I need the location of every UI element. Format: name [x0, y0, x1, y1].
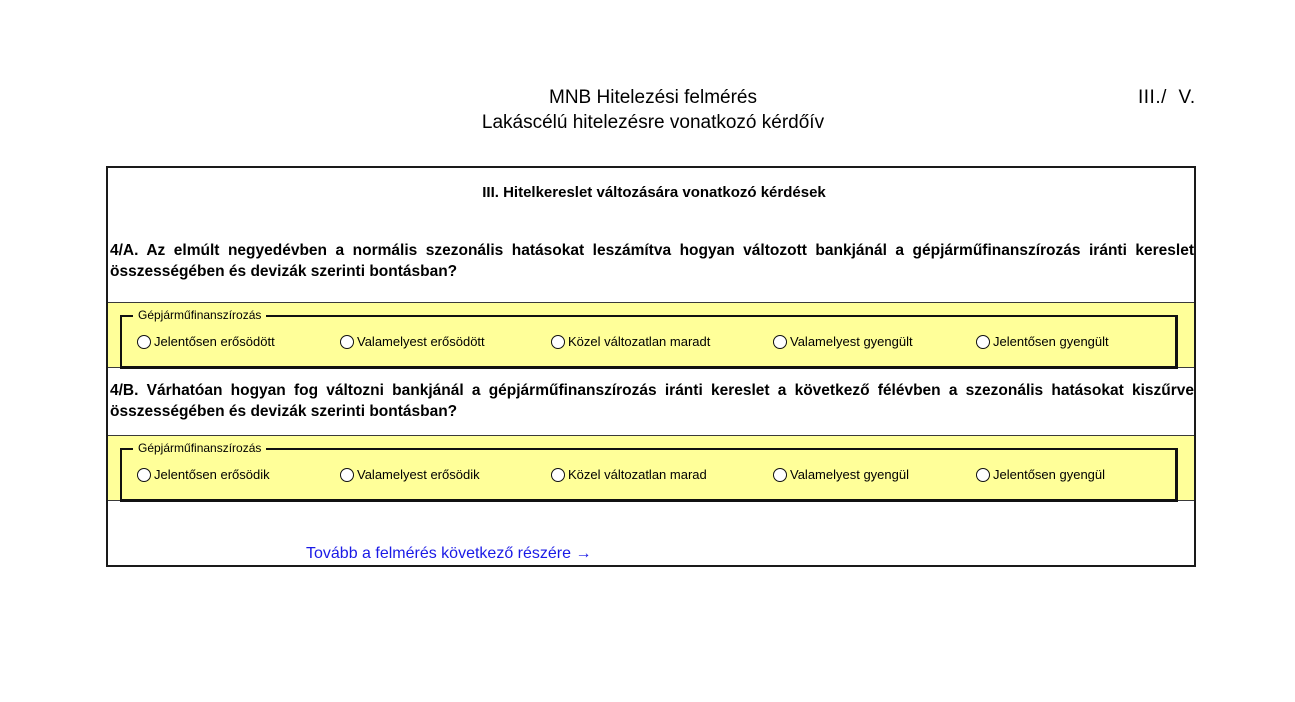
radio-button-icon[interactable] [340, 468, 354, 482]
option-label: Jelentősen gyengül [993, 467, 1106, 482]
radio-group-4a [120, 308, 1178, 369]
radio-button-icon[interactable] [773, 468, 787, 482]
radio-group-4a-label: Gépjárműfinanszírozás [133, 307, 266, 323]
option-label: Jelentősen erősödik [154, 467, 270, 482]
option-4a-strongly-strengthened[interactable] [137, 334, 275, 349]
option-4a-somewhat-weakened[interactable] [773, 334, 913, 349]
option-4b-somewhat-weaken[interactable] [773, 467, 909, 482]
option-label: Közel változatlan maradt [568, 334, 711, 349]
radio-button-icon[interactable] [976, 335, 990, 349]
question-4b-text: 4/B. Várhatóan hogyan fog változni bankjánál a gépjárműfinanszírozás iránti kereslet a következő félévben a szezonális hatásokat kiszűrve összességében és devizák szerinti bontásban? [110, 382, 1194, 420]
radio-button-icon[interactable] [340, 335, 354, 349]
radio-group-4b-label: Gépjárműfinanszírozás [133, 440, 266, 456]
option-label: Valamelyest erősödött [357, 334, 485, 349]
radio-button-icon[interactable] [976, 468, 990, 482]
question-4a-answer-band [108, 302, 1194, 368]
option-4a-somewhat-strengthened[interactable] [340, 334, 485, 349]
page-indicator: III./ V. [1138, 87, 1196, 108]
option-label: Közel változatlan marad [568, 467, 707, 482]
radio-group-4b [120, 441, 1178, 502]
option-4b-strongly-weaken[interactable] [976, 467, 1105, 482]
option-label: Valamelyest erősödik [357, 467, 480, 482]
radio-button-icon[interactable] [137, 468, 151, 482]
question-4b-answer-band [108, 435, 1194, 501]
option-4a-unchanged[interactable] [551, 334, 710, 349]
option-4b-unchanged[interactable] [551, 467, 707, 482]
option-4b-somewhat-strengthen[interactable] [340, 467, 480, 482]
section-title: III. Hitelkereslet változására vonatkozó kérdések [482, 184, 826, 201]
radio-button-icon[interactable] [773, 335, 787, 349]
option-label: Valamelyest gyengült [790, 334, 913, 349]
question-4a-text: 4/A. Az elmúlt negyedévben a normális szezonális hatásokat leszámítva hogyan változott bankjánál a gépjárműfinanszírozás iránti kereslet összességében és devizák szerinti bontásban? [110, 242, 1194, 280]
survey-title: MNB Hitelezési felmérés [549, 87, 757, 108]
next-section-link[interactable]: Tovább a felmérés következő részére → [306, 545, 592, 562]
radio-button-icon[interactable] [137, 335, 151, 349]
option-4a-strongly-weakened[interactable] [976, 334, 1109, 349]
option-4b-strongly-strengthen[interactable] [137, 467, 270, 482]
survey-subtitle: Lakáscélú hitelezésre vonatkozó kérdőív [481, 112, 825, 133]
option-label: Jelentősen erősödött [154, 334, 275, 349]
option-label: Jelentősen gyengült [993, 334, 1109, 349]
option-label: Valamelyest gyengül [790, 467, 909, 482]
questionnaire-frame [106, 166, 1196, 567]
radio-button-icon[interactable] [551, 335, 565, 349]
radio-button-icon[interactable] [551, 468, 565, 482]
